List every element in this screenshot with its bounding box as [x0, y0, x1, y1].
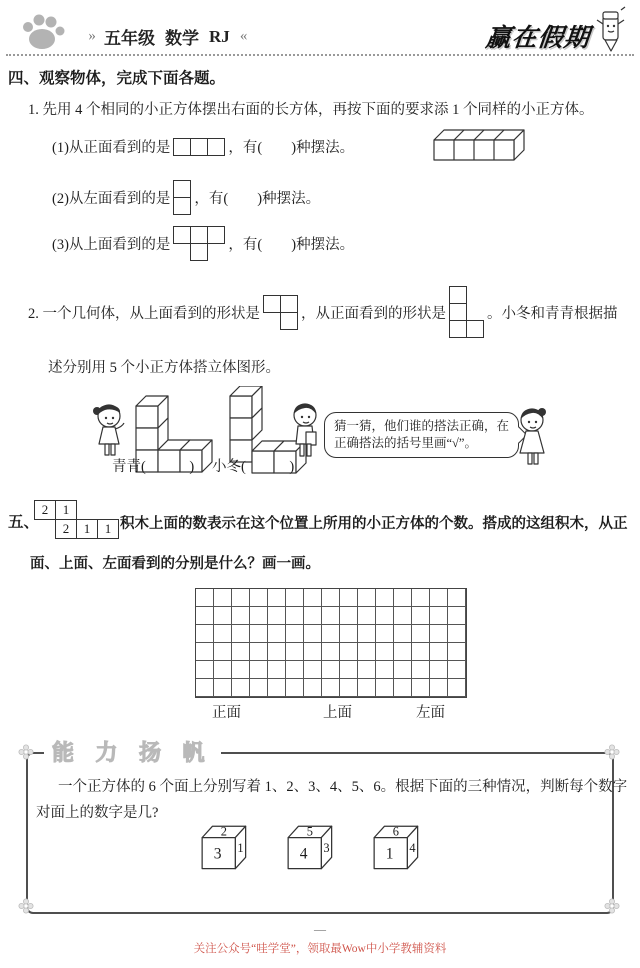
q1-sub1-pre: (1)从正面看到的是 — [52, 140, 171, 156]
label-xiaodong: 小冬( ) — [212, 459, 295, 475]
die1-front-number: 3 — [213, 845, 222, 863]
header-edition: RJ — [209, 26, 230, 46]
die1-top-number: 2 — [220, 824, 227, 839]
die3-right-number: 4 — [409, 841, 416, 856]
q2-front-view-shape — [449, 286, 484, 338]
die2-top-number: 5 — [306, 824, 313, 839]
pencil-mascot-icon — [594, 6, 628, 56]
ability-section-title: 能 力 扬 帆 — [44, 736, 221, 767]
front-view-shape — [173, 138, 225, 156]
ability-stem-line1: 一个正方体的 6 个面上分别写着 1、2、3、4、5、6。根据下面的三种情况，判断每个数字 — [58, 779, 628, 795]
hint-speech-bubble — [324, 412, 519, 458]
flower-doodle-icon — [18, 744, 34, 760]
q1-stem: 1. 先用 4 个相同的小正方体摆出右面的长方体，再按下面的要求添 1 个同样的小正方体。 — [28, 102, 594, 118]
header-title — [88, 24, 246, 49]
ability-stem-line2: 对面上的数字是几? — [36, 805, 159, 821]
page-number-dash: — — [314, 922, 326, 936]
q2-stem-b: ，从正面看到的形状是 — [301, 305, 446, 322]
count-cell: 1 — [98, 520, 119, 539]
header-right-arrows: ‹‹ — [239, 28, 246, 44]
drawing-grid — [195, 588, 467, 698]
label-qingqing: 青青( ) — [112, 459, 195, 475]
q1-sub3-post: ，有( )种摆法。 — [228, 237, 355, 253]
flower-doodle-icon — [18, 898, 34, 914]
q2-top-view-shape — [263, 295, 298, 330]
top-view-shape — [173, 226, 225, 261]
bubble-line1: 猜一猜，他们谁的搭法正确，在 — [334, 419, 510, 433]
header-subject: 数学 — [165, 29, 199, 48]
view-label-top: 上面 — [323, 705, 352, 721]
view-label-left: 左面 — [416, 705, 445, 721]
header-grade: 五年级 — [104, 29, 155, 48]
die2-right-number: 3 — [323, 841, 330, 856]
count-cell: 1 — [56, 501, 77, 520]
count-cell: 1 — [77, 520, 98, 539]
section5-stem-line2: 面、上面、左面看到的分别是什么？画一画。 — [30, 556, 320, 572]
section4-title: 四、观察物体，完成下面各题。 — [8, 70, 226, 87]
block-count-grid — [34, 500, 119, 539]
flower-doodle-icon — [604, 898, 620, 914]
die1-right-number: 1 — [237, 841, 244, 856]
q2-stem-c: 。小冬和青青根据描 — [487, 305, 618, 322]
girl-right-illustration — [512, 406, 552, 470]
die-figure-3 — [370, 822, 428, 876]
die3-front-number: 1 — [385, 845, 394, 863]
q1-sub2 — [52, 180, 320, 215]
die3-top-number: 6 — [392, 824, 399, 839]
q1-sub2-post: ，有( )种摆法。 — [194, 191, 321, 207]
flower-doodle-icon — [604, 744, 620, 760]
q1-sub1-post: ，有( )种摆法。 — [228, 140, 355, 156]
view-label-front: 正面 — [212, 705, 241, 721]
section5-stem-line1: 积木上面的数表示在这个位置上所用的小正方体的个数。搭成的这组积木，从正 — [120, 516, 628, 532]
paw-icon — [18, 12, 68, 52]
header-left-arrows: ›› — [88, 28, 94, 44]
q2-stem-a: 2. 一个几何体，从上面看到的形状是 — [28, 305, 260, 322]
girl-qingqing-illustration — [90, 400, 128, 462]
q1-sub1 — [52, 136, 354, 157]
q2-stem-line1 — [28, 286, 618, 338]
q2-stem-line2: 述分别用 5 个小正方体搭立体图形。 — [48, 360, 280, 376]
brand-logo: 赢在假期 — [484, 24, 592, 52]
header-divider — [6, 54, 634, 56]
section5-number: 五、 — [8, 514, 40, 531]
count-cell: 2 — [56, 520, 77, 539]
q1-sub3 — [52, 226, 354, 261]
bubble-line2: 正确搭法的括号里画“√”。 — [334, 436, 477, 450]
die-figure-1 — [198, 822, 256, 876]
left-view-shape — [173, 180, 191, 215]
q1-sub2-pre: (2)从左面看到的是 — [52, 191, 171, 207]
footer-notice: 关注公众号“哇学堂”，领取最Wow中小学教辅资料 — [193, 943, 447, 955]
count-cell: 2 — [35, 501, 56, 520]
die-figure-2 — [284, 822, 342, 876]
q1-sub3-pre: (3)从上面看到的是 — [52, 237, 171, 253]
cuboid-row-figure — [432, 128, 530, 166]
die2-front-number: 4 — [299, 845, 308, 863]
